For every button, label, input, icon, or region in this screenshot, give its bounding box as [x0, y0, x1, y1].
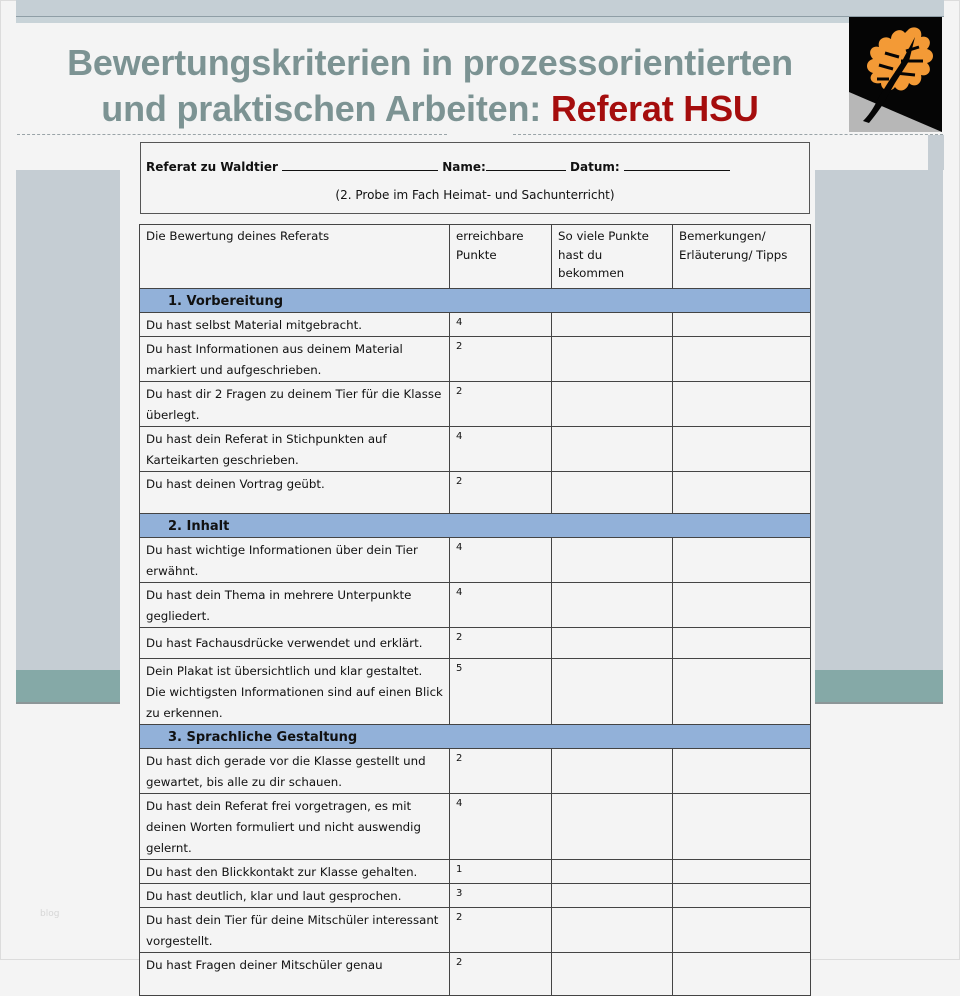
- column-header-criterion: Die Bewertung deines Referats: [140, 225, 450, 289]
- oak-leaf-icon: [849, 17, 942, 132]
- column-header-remarks: Bemerkungen/ Erläuterung/ Tipps: [673, 225, 811, 289]
- table-row: [140, 472, 811, 514]
- points-cell: 4: [450, 427, 552, 472]
- section-header: 3. Sprachliche Gestaltung: [140, 725, 811, 749]
- title-accent: Referat HSU: [550, 88, 759, 129]
- criterion-cell: Du hast Fragen deiner Mitschüler genau: [140, 953, 450, 996]
- dashed-divider-right: [513, 134, 943, 135]
- points-cell: 2: [450, 953, 552, 996]
- slide-title: [30, 40, 830, 132]
- criterion-cell: Du hast selbst Material mitgebracht.: [140, 313, 450, 337]
- topic-blank[interactable]: [282, 160, 438, 171]
- criterion-cell: Du hast dir 2 Fragen zu deinem Tier für die Klasse überlegt.: [140, 382, 450, 427]
- remarks-cell[interactable]: [673, 382, 811, 427]
- table-row: [140, 382, 811, 427]
- criterion-cell: Du hast Fachausdrücke verwendet und erklärt.: [140, 628, 450, 659]
- remarks-cell[interactable]: [673, 860, 811, 884]
- received-cell[interactable]: [552, 583, 673, 628]
- received-cell[interactable]: [552, 628, 673, 659]
- points-cell: 2: [450, 472, 552, 514]
- side-panel-right-top: [928, 135, 944, 170]
- points-cell: 2: [450, 749, 552, 794]
- column-header-received-points: So viele Punkte hast du bekommen: [552, 225, 673, 289]
- criterion-cell: Du hast dein Referat in Stichpunkten auf Karteikarten geschrieben.: [140, 427, 450, 472]
- points-cell: 2: [450, 908, 552, 953]
- received-cell[interactable]: [552, 427, 673, 472]
- remarks-cell[interactable]: [673, 659, 811, 725]
- received-cell[interactable]: [552, 382, 673, 427]
- received-cell[interactable]: [552, 953, 673, 996]
- remarks-cell[interactable]: [673, 953, 811, 996]
- remarks-cell[interactable]: [673, 749, 811, 794]
- remarks-cell[interactable]: [673, 583, 811, 628]
- remarks-cell[interactable]: [673, 427, 811, 472]
- points-cell: 4: [450, 538, 552, 583]
- top-band: [16, 0, 944, 17]
- received-cell[interactable]: [552, 860, 673, 884]
- table-row: [140, 313, 811, 337]
- remarks-cell[interactable]: [673, 794, 811, 860]
- received-cell[interactable]: [552, 337, 673, 382]
- table-header-row: [140, 225, 811, 289]
- criterion-cell: Du hast dein Thema in mehrere Unterpunkte gegliedert.: [140, 583, 450, 628]
- table-row: [140, 659, 811, 725]
- table-row: [140, 860, 811, 884]
- remarks-cell[interactable]: [673, 472, 811, 514]
- title-line-2-prefix: und praktischen Arbeiten:: [101, 88, 551, 129]
- criterion-cell: Du hast dich gerade vor die Klasse gestellt und gewartet, bis alle zu dir schauen.: [140, 749, 450, 794]
- watermark: blog: [40, 909, 60, 919]
- criterion-cell: Du hast den Blickkontakt zur Klasse gehalten.: [140, 860, 450, 884]
- received-cell[interactable]: [552, 794, 673, 860]
- table-row: [140, 427, 811, 472]
- document-header: [140, 142, 810, 214]
- points-cell: 1: [450, 860, 552, 884]
- table-row: [140, 337, 811, 382]
- table-row: [140, 583, 811, 628]
- points-cell: 2: [450, 628, 552, 659]
- header-fields: [146, 160, 730, 174]
- table-row: [140, 884, 811, 908]
- received-cell[interactable]: [552, 472, 673, 514]
- remarks-cell[interactable]: [673, 628, 811, 659]
- received-cell[interactable]: [552, 313, 673, 337]
- column-header-max-points: erreichbare Punkte: [450, 225, 552, 289]
- table-row: [140, 538, 811, 583]
- table-row: [140, 953, 811, 996]
- name-label: Name:: [442, 160, 486, 174]
- table-row: [140, 794, 811, 860]
- side-panel-right: [815, 170, 943, 670]
- received-cell[interactable]: [552, 884, 673, 908]
- topic-label: Referat zu Waldtier: [146, 160, 278, 174]
- criterion-cell: Du hast dein Tier für deine Mitschüler interessant vorgestellt.: [140, 908, 450, 953]
- top-band-light: [16, 17, 849, 23]
- points-cell: 4: [450, 583, 552, 628]
- rubric-table: [139, 224, 811, 996]
- criterion-cell: Dein Plakat ist übersichtlich und klar gestaltet. Die wichtigsten Informationen sind auf einen Blick zu erkennen.: [140, 659, 450, 725]
- remarks-cell[interactable]: [673, 337, 811, 382]
- remarks-cell[interactable]: [673, 908, 811, 953]
- date-label: Datum:: [570, 160, 620, 174]
- side-panel-left: [16, 170, 120, 670]
- criterion-cell: Du hast deinen Vortrag geübt.: [140, 472, 450, 514]
- remarks-cell[interactable]: [673, 313, 811, 337]
- criterion-cell: Du hast Informationen aus deinem Material markiert und aufgeschrieben.: [140, 337, 450, 382]
- received-cell[interactable]: [552, 538, 673, 583]
- teal-band-left: [16, 670, 120, 704]
- title-line-1: Bewertungskriterien in prozessorientierten: [67, 42, 793, 83]
- title-line-2: [30, 86, 830, 132]
- criterion-cell: Du hast dein Referat frei vorgetragen, es mit deinen Worten formuliert und nicht auswendig gelernt.: [140, 794, 450, 860]
- table-row: [140, 908, 811, 953]
- remarks-cell[interactable]: [673, 538, 811, 583]
- points-cell: 3: [450, 884, 552, 908]
- criterion-cell: Du hast deutlich, klar und laut gesprochen.: [140, 884, 450, 908]
- section-header: 1. Vorbereitung: [140, 289, 811, 313]
- received-cell[interactable]: [552, 908, 673, 953]
- name-blank[interactable]: [486, 160, 566, 171]
- received-cell[interactable]: [552, 749, 673, 794]
- points-cell: 4: [450, 313, 552, 337]
- section-header: 2. Inhalt: [140, 514, 811, 538]
- date-blank[interactable]: [624, 160, 730, 171]
- header-subtitle: (2. Probe im Fach Heimat- und Sachunterricht): [335, 188, 615, 202]
- remarks-cell[interactable]: [673, 884, 811, 908]
- points-cell: 2: [450, 382, 552, 427]
- table-row: [140, 628, 811, 659]
- points-cell: 2: [450, 337, 552, 382]
- received-cell[interactable]: [552, 659, 673, 725]
- points-cell: 5: [450, 659, 552, 725]
- criterion-cell: Du hast wichtige Informationen über dein Tier erwähnt.: [140, 538, 450, 583]
- teal-band-right: [815, 670, 943, 704]
- table-row: [140, 749, 811, 794]
- dashed-divider-left: [17, 134, 447, 135]
- points-cell: 4: [450, 794, 552, 860]
